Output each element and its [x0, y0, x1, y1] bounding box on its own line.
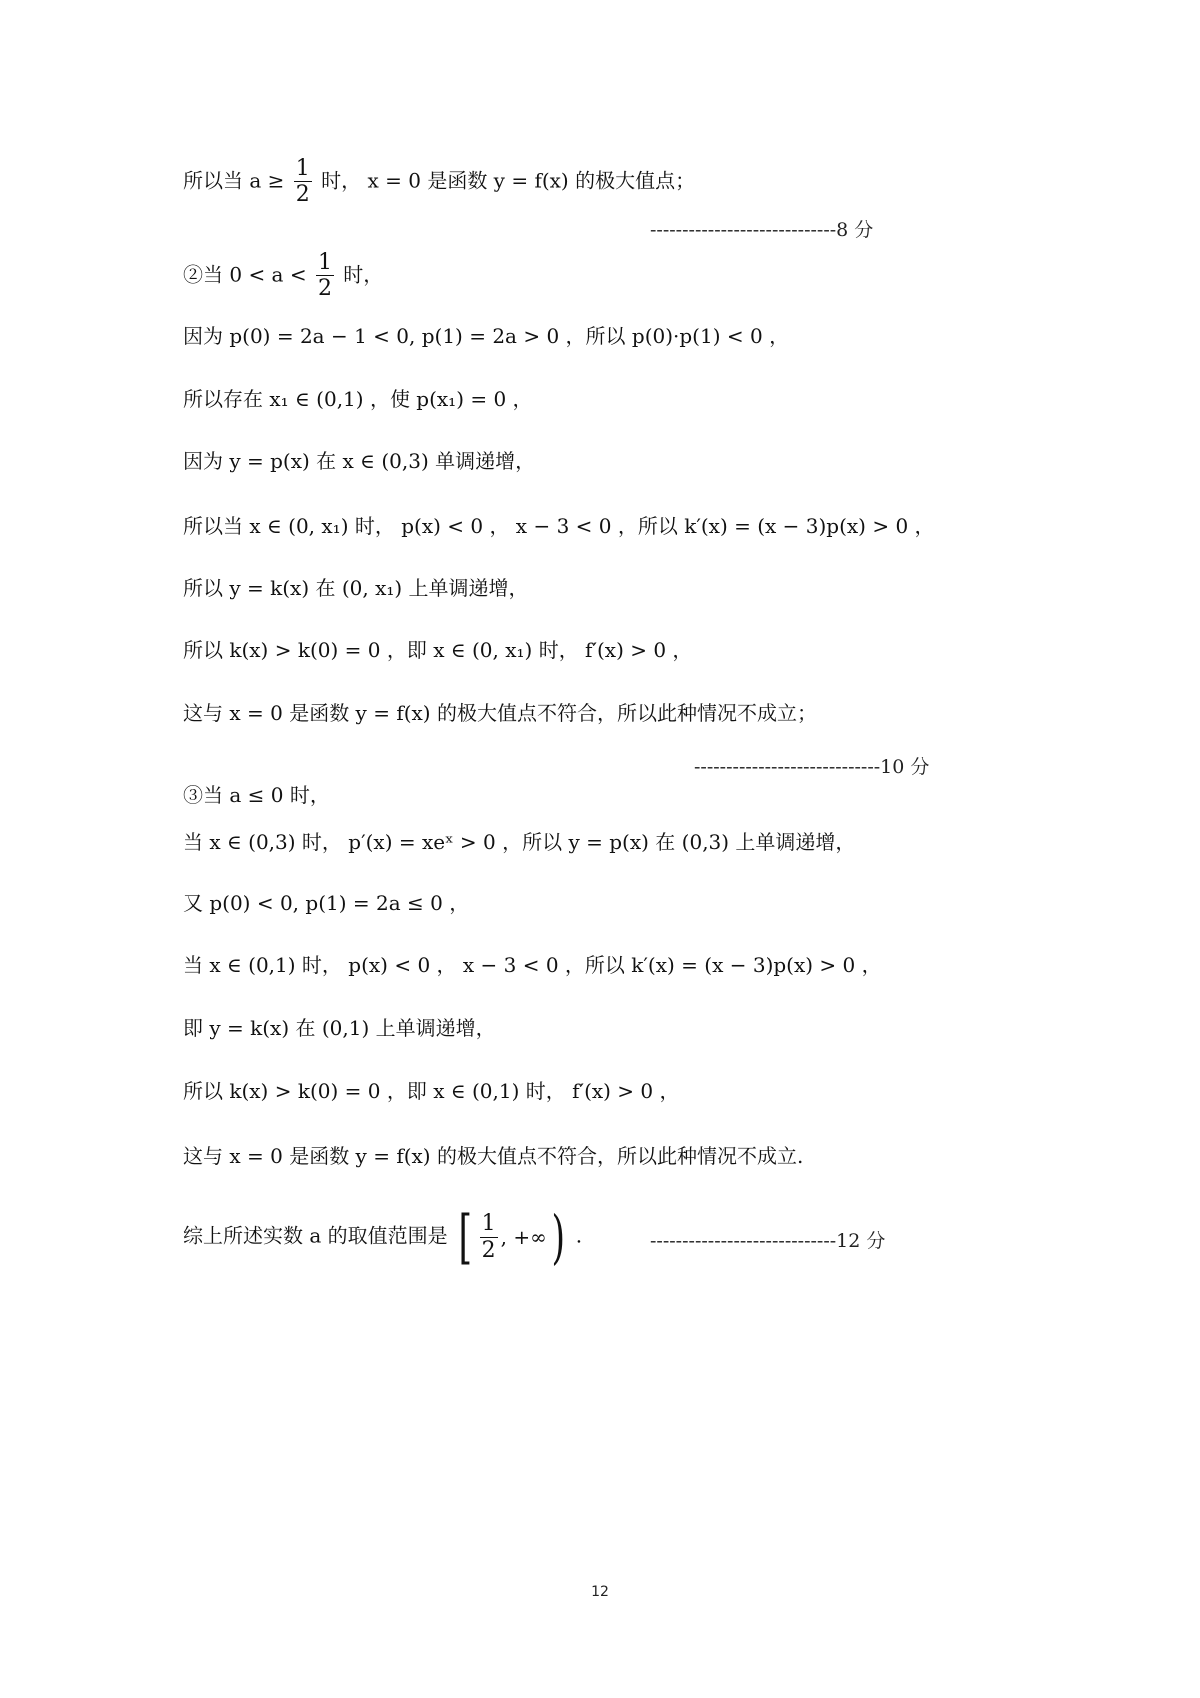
fraction-one-half-3: $\frac{1}{2}$ [481, 1211, 496, 1263]
left-bracket: [ [458, 1203, 473, 1271]
fraction-one-half: $\frac{1}{2}$ [295, 156, 310, 208]
line-17-suffix: . [569, 1223, 583, 1248]
solution-line-8: 所以 k(x) > k(0) = 0 ，即 x ∈ (0, x₁) 时， f′(x) > 0 ， [183, 638, 693, 662]
solution-line-16: 这与 x = 0 是函数 y = f(x) 的极大值点不符合，所以此种情况不成立. [183, 1144, 804, 1168]
score-12: -----------------------------12 分 [650, 1230, 886, 1252]
line-17-prefix: 综上所述实数 a 的取值范围是 [183, 1223, 454, 1248]
solution-line-15: 所以 k(x) > k(0) = 0 ，即 x ∈ (0,1) 时， f′(x) > 0 ， [183, 1079, 680, 1103]
solution-line-9: 这与 x = 0 是函数 y = f(x) 的极大值点不符合，所以此种情况不成立； [183, 701, 817, 725]
score-10: -----------------------------10 分 [694, 756, 930, 778]
solution-line-5: 因为 y = p(x) 在 x ∈ (0,3) 单调递增， [183, 449, 536, 473]
solution-line-14: 即 y = k(x) 在 (0,1) 上单调递增， [183, 1016, 496, 1040]
solution-line-6: 所以当 x ∈ (0, x₁) 时， p(x) < 0 ， x − 3 < 0 ，所以 k′(x) = (x − 3)p(x) > 0 ， [183, 514, 935, 538]
line-2-prefix: ②当 0 < a < [183, 262, 313, 287]
line-2-suffix: 时， [336, 262, 384, 287]
solution-line-11: 当 x ∈ (0,3) 时， p′(x) = xeˣ > 0 ，所以 y = p(x) 在 (0,3) 上单调递增， [183, 830, 856, 854]
solution-line-1 [183, 156, 695, 208]
line-1-prefix: 所以当 a ≥ [183, 168, 291, 193]
right-bracket: ) [551, 1203, 565, 1271]
score-8: -----------------------------8 分 [650, 219, 874, 241]
solution-line-7: 所以 y = k(x) 在 (0, x₁) 上单调递增， [183, 576, 529, 600]
interval-tail: , +∞ [500, 1225, 547, 1249]
solution-line-3: 因为 p(0) = 2a − 1 < 0, p(1) = 2a > 0 ，所以 p(0)·p(1) < 0 ， [183, 324, 790, 348]
fraction-one-half-2: $\frac{1}{2}$ [317, 250, 332, 302]
solution-line-17 [183, 1203, 583, 1271]
page-number: 12 [591, 1584, 609, 1600]
solution-line-4: 所以存在 x₁ ∈ (0,1) ，使 p(x₁) = 0 ， [183, 387, 533, 411]
solution-line-13: 当 x ∈ (0,1) 时， p(x) < 0 ， x − 3 < 0 ，所以 k′(x) = (x − 3)p(x) > 0 ， [183, 953, 882, 977]
solution-line-12: 又 p(0) < 0, p(1) = 2a ≤ 0 ， [183, 891, 470, 915]
solution-line-2 [183, 250, 383, 302]
answer-interval [454, 1203, 569, 1271]
solution-line-10: ③当 a ≤ 0 时， [183, 783, 330, 807]
line-1-suffix: 时， x = 0 是函数 y = f(x) 的极大值点； [314, 168, 696, 193]
